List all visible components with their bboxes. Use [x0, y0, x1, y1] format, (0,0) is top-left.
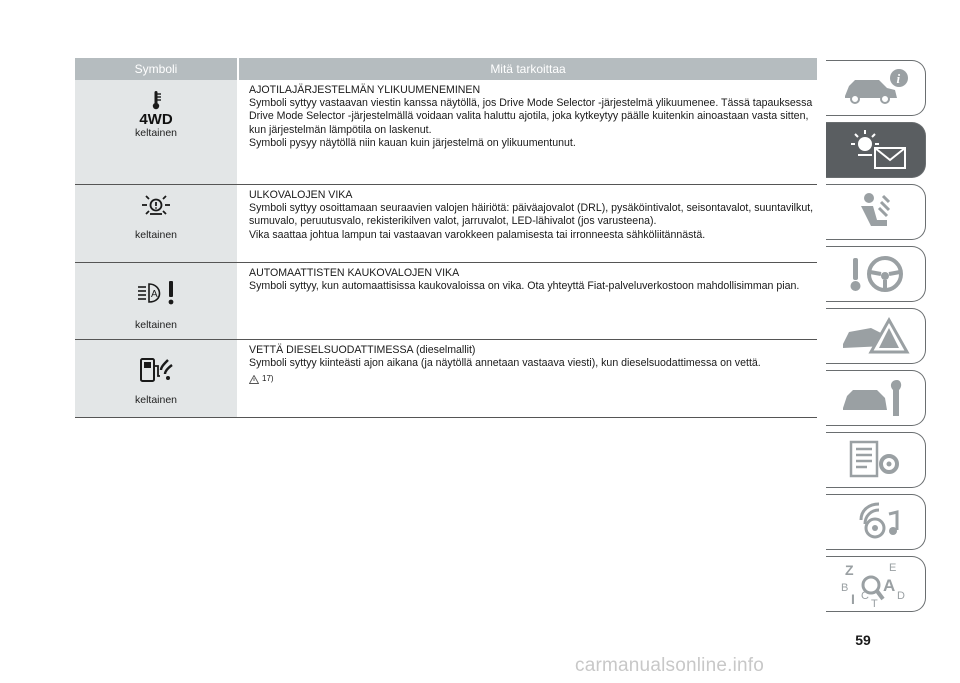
row-title: AJOTILAJÄRJESTELMÄN YLIKUUMENEMINEN	[249, 84, 481, 96]
technical-data-icon	[839, 438, 913, 482]
diesel-filter-water-icon	[138, 356, 174, 384]
4wd-thermometer-icon	[149, 90, 163, 110]
svg-text:I: I	[850, 591, 855, 607]
tab-car-info[interactable]	[826, 60, 926, 116]
row-text: Symboli pysyy näytöllä niin kauan kuin järjestelmä on ylikuumentunut.	[249, 136, 576, 149]
symbol-cell	[75, 185, 237, 262]
tab-emergency[interactable]	[826, 308, 926, 364]
tab-index[interactable]	[826, 556, 926, 612]
row-title: VETTÄ DIESELSUODATTIMESSA (dieselmallit)	[249, 344, 476, 356]
tab-starting-driving[interactable]	[826, 246, 926, 302]
table-row	[75, 263, 817, 340]
description-cell	[237, 340, 817, 417]
svg-text:D: D	[896, 590, 905, 602]
tab-safety[interactable]	[826, 184, 926, 240]
warning-symbols-table	[75, 58, 817, 418]
svg-text:A: A	[151, 289, 158, 300]
4wd-icon-text: 4WD	[139, 111, 173, 128]
chapter-tabs	[826, 60, 928, 618]
page-number: 59	[855, 632, 871, 648]
caution-triangle-icon	[249, 375, 259, 384]
table-row	[75, 185, 817, 263]
row-title: ULKOVALOJEN VIKA	[249, 189, 353, 201]
svg-text:Z: Z	[844, 562, 854, 578]
exterior-light-fault-icon	[140, 193, 172, 219]
svg-text:A: A	[882, 576, 895, 595]
reference-note[interactable]	[249, 372, 274, 385]
header-meaning: Mitä tarkoittaa	[237, 58, 817, 80]
description-cell	[237, 185, 817, 262]
steering-wheel-key-icon	[839, 252, 913, 296]
row-text: Vika saattaa johtua lampun tai vastaavan varokkeen palamisesta tai irronneesta sähköliitännästä.	[249, 228, 706, 241]
row-text: Symboli syttyy osoittamaan seuraavien valojen häiriötä: päiväajovalot (DRL), pysäköintivalot, seisontavalot, suuntavilkut, sumuvalo, peruutusvalo, rekisterikilven valot, jarruvalot, LED-lähivalot (jos varusteena).	[249, 202, 814, 228]
color-label: keltainen	[134, 127, 178, 139]
car-info-icon	[839, 66, 913, 110]
table-row	[75, 340, 817, 418]
row-text: Symboli syttyy, kun automaattisissa kaukovaloissa on vika. Ota yhteyttä Fiat-palveluverkostoon mahdollisimman pian.	[249, 280, 800, 293]
auto-high-beam-fault-icon	[136, 279, 176, 307]
description-cell	[237, 80, 817, 184]
svg-text:i: i	[896, 71, 900, 86]
alphabetical-index-icon	[839, 559, 913, 609]
tab-multimedia[interactable]	[826, 494, 926, 550]
watermark: carmanualsonline.info	[575, 655, 765, 676]
row-text: Symboli syttyy vastaavan viestin kanssa näytöllä, jos Drive Mode Selector -järjestelmä ylikuumenee. Tässä tapauksessa Drive Mode Selector -järjestelmällä voidaan valita haluttu ajotila, joka kytkeytyy päälle kuitenkin ainoastaan vasta sitten, kun järjestelmän lämpötila on laskenut.	[249, 97, 813, 136]
svg-text:T: T	[870, 598, 878, 609]
symbol-cell	[75, 263, 237, 339]
tab-maintenance[interactable]	[826, 370, 926, 426]
reference-number: 17)	[262, 374, 274, 384]
row-title: AUTOMAATTISTEN KAUKOVALOJEN VIKA	[249, 267, 460, 279]
description-cell	[237, 263, 817, 339]
svg-text:E: E	[888, 562, 896, 574]
table-row	[75, 80, 817, 185]
warning-light-message-icon	[839, 128, 913, 172]
car-emergency-icon	[839, 314, 913, 358]
svg-text:B: B	[840, 582, 848, 594]
svg-text:C: C	[860, 590, 869, 602]
tab-warning-lights[interactable]	[826, 122, 926, 178]
color-label: keltainen	[134, 394, 178, 406]
row-text: Symboli syttyy kiinteästi ajon aikana (ja näytöllä annetaan vastaava viesti), kun dieselsuodattimessa on vettä.	[249, 357, 761, 370]
symbol-cell	[75, 80, 237, 184]
header-symbol: Symboli	[134, 62, 178, 76]
multimedia-icon	[839, 500, 913, 544]
seat-airbag-icon	[839, 190, 913, 234]
table-header	[75, 58, 817, 80]
symbol-cell	[75, 340, 237, 417]
tab-technical-data[interactable]	[826, 432, 926, 488]
car-maintenance-icon	[839, 376, 913, 420]
color-label: keltainen	[134, 229, 178, 241]
color-label: keltainen	[134, 319, 178, 331]
